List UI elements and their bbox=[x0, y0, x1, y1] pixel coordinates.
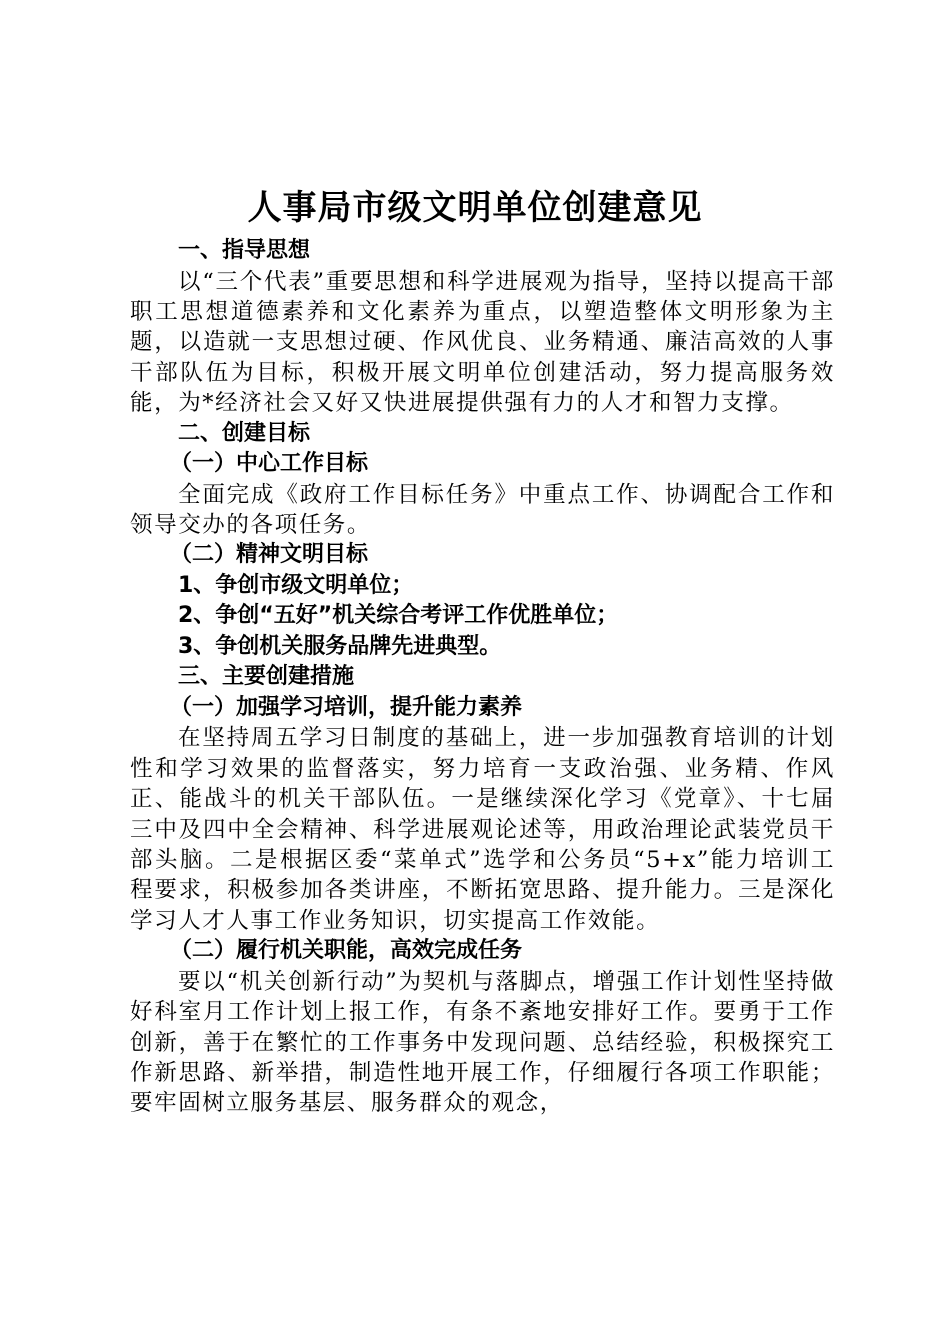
list-item: 2、争创“五好”机关综合考评工作优胜单位； bbox=[178, 603, 619, 629]
paragraph: 要以“机关创新行动”为契机与落脚点，增强工作计划性坚持做好科室月工作计划上报工作，有条不紊地安排好工作。要勇于工作创新，善于在繁忙的工作事务中发现问题、总结经验，积极探究工作新思路、新举措，制造性地开展工作，仔细履行各项工作职能；要牢固树立服务基层、服务群众的观念， bbox=[130, 968, 835, 1117]
subsection-heading: （一）加强学习培训，提升能力素养 bbox=[170, 694, 523, 720]
paragraph: 全面完成《政府工作目标任务》中重点工作、协调配合工作和领导交办的各项任务。 bbox=[130, 481, 835, 538]
list-item: 1、争创市级文明单位； bbox=[178, 572, 414, 598]
section-heading: 二、创建目标 bbox=[178, 420, 311, 446]
subsection-heading: （一）中心工作目标 bbox=[170, 451, 369, 477]
document-title: 人事局市级文明单位创建意见 bbox=[247, 188, 703, 228]
paragraph: 以“三个代表”重要思想和科学进展观为指导，坚持以提高干部职工思想道德素养和文化素养为重点，以塑造整体文明形象为主题，以造就一支思想过硬、作风优良、业务精通、廉洁高效的人事干部队伍为目标，积极开展文明单位创建活动，努力提高服务效能，为*经济社会又好又快进展提供强有力的人才和智力支撑。 bbox=[130, 268, 835, 417]
section-heading: 一、指导思想 bbox=[178, 238, 311, 263]
subsection-heading: （二）精神文明目标 bbox=[170, 542, 369, 568]
subsection-heading: （二）履行机关职能，高效完成任务 bbox=[170, 938, 523, 964]
list-item: 3、争创机关服务品牌先进典型。 bbox=[178, 633, 502, 659]
document-body bbox=[130, 236, 835, 1119]
paragraph: 在坚持周五学习日制度的基础上，进一步加强教育培训的计划性和学习效果的监督落实，努力培育一支政治强、业务精、作风正、能战斗的机关干部队伍。一是继续深化学习《党章》、十七届三中及四中全会精神、科学进展观论述等，用政治理论武装党员干部头脑。二是根据区委“菜单式”选学和公务员“5+x”能力培训工程要求，积极参加各类讲座，不断拓宽思路、提升能力。三是深化学习人才人事工作业务知识，切实提高工作效能。 bbox=[130, 725, 835, 934]
section-heading: 三、主要创建措施 bbox=[178, 664, 355, 690]
